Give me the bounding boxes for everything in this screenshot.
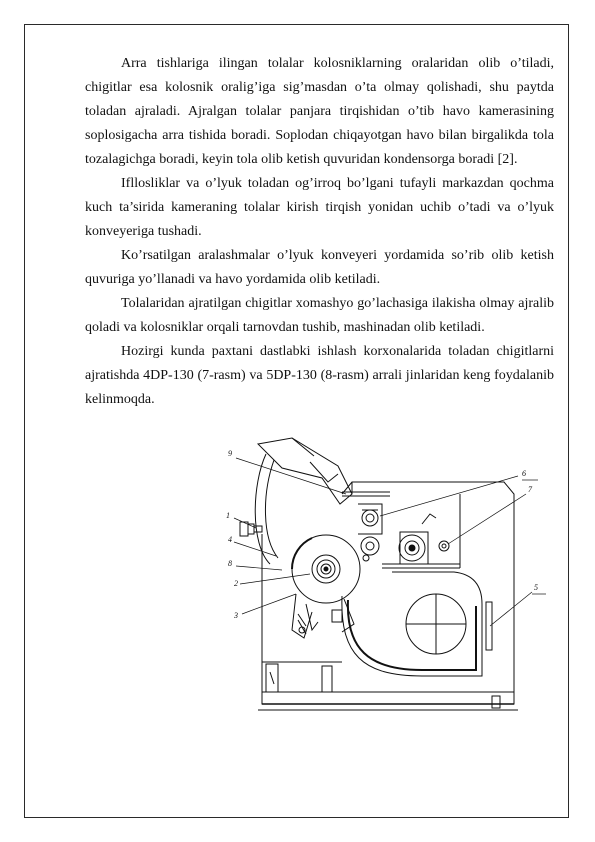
label-4: 4	[228, 535, 232, 544]
paragraph-5: Hozirgi kunda paxtani dastlabki ishlash korxonalarida toladan chigitlarni ajratishda 4DP-130 (7-rasm) va 5DP-130 (8-rasm) arrali jinlaridan keng foydalanib kelinmoqda.	[85, 344, 554, 407]
label-6: 6	[522, 469, 526, 478]
label-5: 5	[534, 583, 538, 592]
gin-machine-drawing	[222, 434, 548, 716]
gin-machine-svg	[222, 434, 548, 716]
label-3: 3	[234, 611, 238, 620]
label-1: 1	[226, 511, 230, 520]
paragraph-2: Ifllosliklar va o’lyuk toladan og’irroq bo’lgani tufayli markazdan qochma kuch ta’sirida kameraning tolalar kirish tirqish yonidan uchib o’tadi va o’lyuk konveyeriga tushadi.	[85, 176, 554, 239]
label-2: 2	[234, 579, 238, 588]
paragraph-3: Ko’rsatilgan aralashmalar o’lyuk konveyeri yordamida so’rib olib ketish quvuriga yo’llanadi va havo yordamida olib ketiladi.	[85, 248, 554, 287]
paragraph-1: Arra tishlariga ilingan tolalar kolosniklarning oralaridan olib o’tiladi, chigitlar esa kolosnik oralig’iga sig’masdan o’ta olmay qolishadi, shu paytda toladan ajraladi. Ajralgan tolalar panjara tirqishidan o’tib havo kamerasining soplosigacha arra tishida boradi. Soplodan chiqayotgan havo bilan birgalikda tola tozalagichga boradi, keyin tola olib ketish quvuridan kondensorga boradi [2].	[85, 56, 554, 167]
paragraph-4: Tolalaridan ajratilgan chigitlar xomashyo go’lachasiga ilakisha olmay ajralib qoladi va kolosniklar orqali tarnovdan tushib, mashinadan olib ketiladi.	[85, 296, 554, 335]
label-8: 8	[228, 559, 232, 568]
label-7: 7	[528, 485, 532, 494]
label-9: 9	[228, 449, 232, 458]
body-text	[85, 52, 554, 412]
